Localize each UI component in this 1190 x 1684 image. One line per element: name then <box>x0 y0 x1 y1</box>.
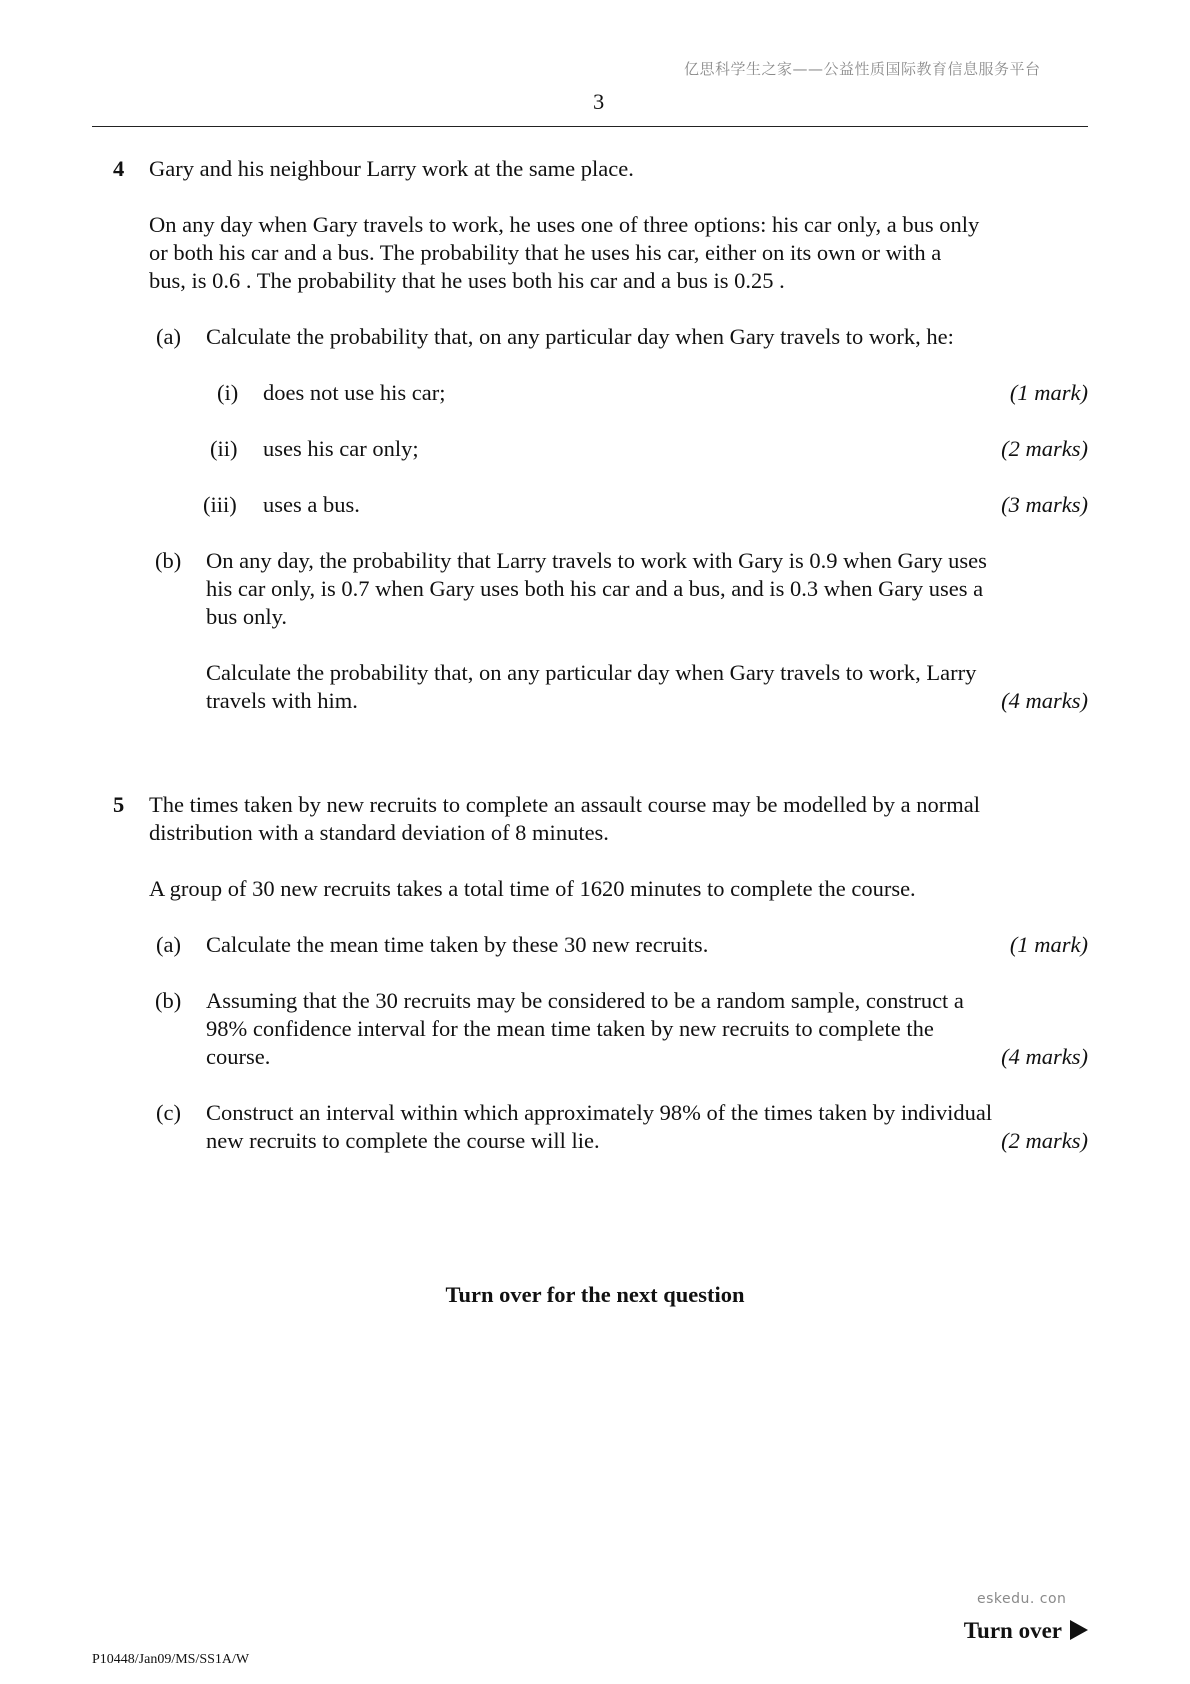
q5b-label: (b) <box>155 988 182 1013</box>
q4b-label: (b) <box>155 548 182 573</box>
q5-intro-line: distribution with a standard deviation of 8 minutes. <box>149 820 609 845</box>
footer-turn-over <box>964 1617 1088 1645</box>
q4a-text: Calculate the probability that, on any particular day when Gary travels to work, he: <box>206 324 954 349</box>
footer-site: eskedu. con <box>977 1591 1067 1607</box>
q4-number: 4 <box>113 156 125 181</box>
q4a-i-label: (i) <box>217 380 239 405</box>
q4-intro: Gary and his neighbour Larry work at the same place. <box>149 156 634 181</box>
q4-para-line: On any day when Gary travels to work, he uses one of three options: his car only, a bus only <box>149 212 980 237</box>
header-rule <box>92 126 1088 127</box>
turn-over-label: Turn over <box>963 1618 1062 1643</box>
q4a-iii-text: uses a bus. <box>263 492 360 517</box>
q4b-marks: (4 marks) <box>1001 688 1088 713</box>
q5a-text: Calculate the mean time taken by these 30 new recruits. <box>206 932 709 957</box>
page-number: 3 <box>593 89 605 114</box>
q5-group: A group of 30 new recruits takes a total time of 1620 minutes to complete the course. <box>149 876 916 901</box>
q4a-ii-text: uses his car only; <box>263 436 419 461</box>
q5b-marks: (4 marks) <box>1001 1044 1088 1069</box>
q4a-ii-marks: (2 marks) <box>1001 436 1088 461</box>
q4b-line: bus only. <box>206 604 288 629</box>
q5c-line: new recruits to complete the course will lie. <box>206 1128 600 1153</box>
q5c-marks: (2 marks) <box>1001 1128 1088 1153</box>
q4b-line: On any day, the probability that Larry travels to work with Gary is 0.9 when Gary uses <box>206 548 987 573</box>
q4a-i-marks: (1 mark) <box>1009 380 1088 405</box>
q4a-iii-label: (iii) <box>203 492 237 517</box>
turn-over-next-question: Turn over for the next question <box>445 1282 745 1307</box>
q4b-calc-line: travels with him. <box>206 688 358 713</box>
q5c-label: (c) <box>156 1100 181 1125</box>
q4a-label: (a) <box>156 324 181 349</box>
q5b-line: 98% confidence interval for the mean time taken by new recruits to complete the <box>206 1016 934 1041</box>
q4a-ii-label: (ii) <box>210 436 238 461</box>
q4a-i-text: does not use his car; <box>263 380 446 405</box>
q4-para-line: bus, is 0.6 . The probability that he uses both his car and a bus is 0.25 . <box>149 268 785 293</box>
q5b-line: Assuming that the 30 recruits may be considered to be a random sample, construct a <box>206 988 964 1013</box>
q4a-iii-marks: (3 marks) <box>1001 492 1088 517</box>
q5-intro-line: The times taken by new recruits to complete an assault course may be modelled by a normal <box>149 792 980 817</box>
q5c-line: Construct an interval within which approximately 98% of the times taken by individual <box>206 1100 993 1125</box>
q4b-line: his car only, is 0.7 when Gary uses both his car and a bus, and is 0.3 when Gary uses a <box>206 576 984 601</box>
arrow-right-icon <box>1070 1620 1088 1640</box>
q4b-calc-line: Calculate the probability that, on any particular day when Gary travels to work, Larry <box>206 660 977 685</box>
footer-code: P10448/Jan09/MS/SS1A/W <box>92 1652 250 1667</box>
q5a-marks: (1 mark) <box>1009 932 1088 957</box>
q5-number: 5 <box>113 792 125 817</box>
q5a-label: (a) <box>156 932 181 957</box>
q5b-line: course. <box>206 1044 271 1069</box>
q4-para-line: or both his car and a bus. The probability that he uses his car, either on its own or with a <box>149 240 942 265</box>
header-watermark: 亿思科学生之家——公益性质国际教育信息服务平台 <box>684 60 1041 78</box>
